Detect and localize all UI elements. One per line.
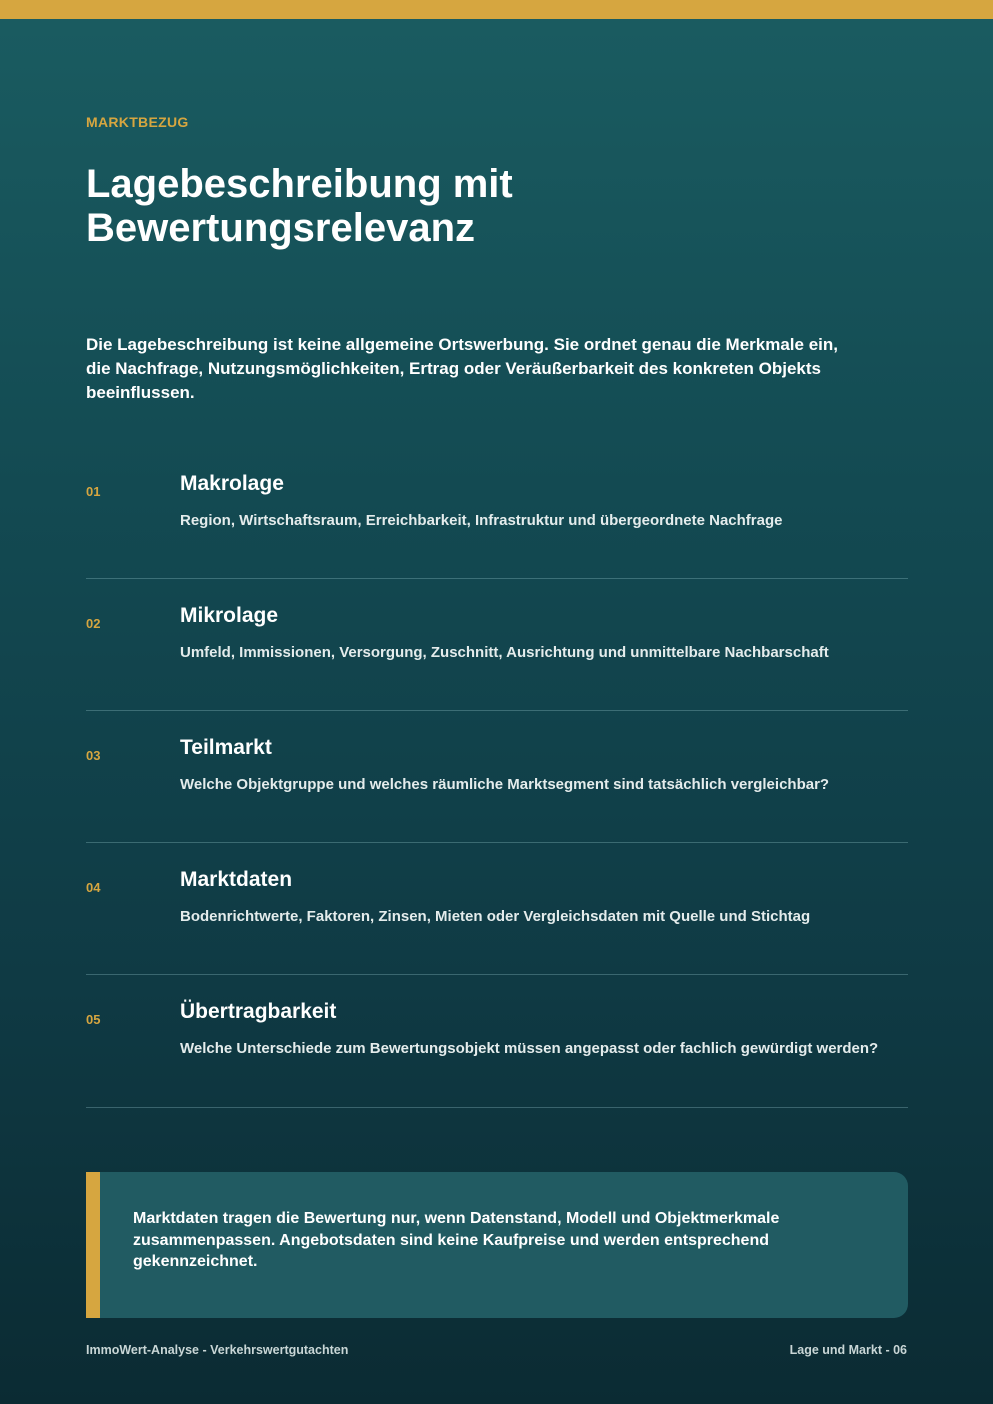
- item-number: 05: [86, 1012, 101, 1027]
- list-item-marktdaten: [86, 843, 908, 975]
- item-number: 02: [86, 616, 101, 631]
- item-description: Region, Wirtschaftsraum, Erreichbarkeit, Infrastruktur und übergeordnete Nachfrage: [180, 512, 783, 529]
- item-description: Welche Objektgruppe und welches räumliche Marktsegment sind tatsächlich vergleichbar?: [180, 776, 830, 793]
- top-accent-bar: [0, 0, 993, 19]
- item-title: Marktdaten: [180, 868, 293, 891]
- callout-box: [86, 1172, 908, 1318]
- item-title: Übertragbarkeit: [180, 1000, 337, 1023]
- item-description: Umfeld, Immissionen, Versorgung, Zuschnitt, Ausrichtung und unmittelbare Nachbarschaft: [180, 644, 829, 661]
- intro-paragraph: Die Lagebeschreibung ist keine allgemeine Ortswerbung. Sie ordnet genau die Merkmale ein, die Nachfrage, Nutzungsmöglichkeiten, Ertrag oder Veräußerbarkeit des konkreten Objekts beeinflussen.: [86, 335, 838, 402]
- page-title-line-2: Bewertungsrelevanz: [86, 206, 476, 250]
- item-number: 01: [86, 484, 101, 499]
- item-title: Mikrolage: [180, 604, 279, 627]
- section-eyebrow: MARKTBEZUG: [86, 114, 189, 130]
- criteria-list: [86, 447, 908, 1108]
- page-title: [86, 162, 786, 250]
- footer-document-title: ImmoWert-Analyse - Verkehrswertgutachten: [86, 1343, 349, 1357]
- item-title: Teilmarkt: [180, 736, 272, 759]
- item-title: Makrolage: [180, 472, 284, 495]
- item-number: 04: [86, 880, 101, 895]
- list-item-uebertragbarkeit: [86, 975, 908, 1108]
- item-number: 03: [86, 748, 101, 763]
- page-title-line-1: Lagebeschreibung mit: [86, 162, 513, 206]
- footer-page-label: Lage und Markt - 06: [789, 1343, 907, 1357]
- callout-text: Marktdaten tragen die Bewertung nur, wenn Datenstand, Modell und Objektmerkmale zusammenpassen. Angebotsdaten sind keine Kaufpreise und werden entsprechend gekennzeichnet.: [133, 1210, 780, 1270]
- item-description: Welche Unterschiede zum Bewertungsobjekt müssen angepasst oder fachlich gewürdigt werden?: [180, 1040, 879, 1057]
- list-item-makrolage: [86, 447, 908, 579]
- list-item-mikrolage: [86, 579, 908, 711]
- item-description: Bodenrichtwerte, Faktoren, Zinsen, Mieten oder Vergleichsdaten mit Quelle und Stichtag: [180, 908, 811, 925]
- list-item-teilmarkt: [86, 711, 908, 843]
